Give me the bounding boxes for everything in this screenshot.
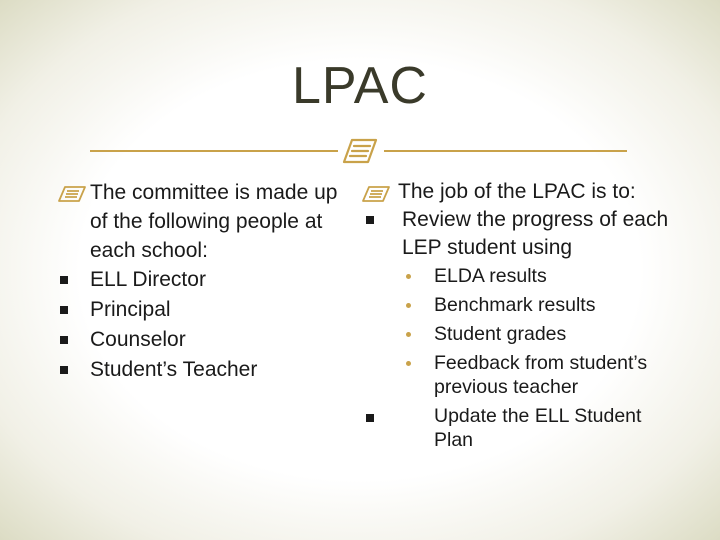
- list-item: [58, 295, 348, 325]
- scroll-divider-icon: [342, 138, 382, 164]
- scroll-bullet-icon: [58, 186, 86, 202]
- slide-title: LPAC: [292, 57, 428, 115]
- list-item-label: ELL Director: [90, 268, 206, 291]
- square-bullet-icon: [60, 336, 68, 344]
- list-item: [58, 325, 348, 355]
- sub-list-item-label: Student grades: [434, 323, 567, 345]
- right-column: [362, 178, 682, 452]
- update-label: Update the ELL Student Plan: [434, 405, 642, 451]
- square-bullet-icon: [366, 216, 374, 224]
- sub-list-item: [362, 293, 682, 317]
- title-rule-left: [90, 150, 338, 152]
- sub-list-item: [362, 351, 682, 399]
- list-item-label: Principal: [90, 298, 171, 321]
- square-bullet-icon: [366, 414, 374, 422]
- sub-list-item: [362, 322, 682, 346]
- square-bullet-icon: [60, 276, 68, 284]
- scroll-bullet-icon: [362, 186, 390, 202]
- dot-bullet-icon: [406, 274, 411, 279]
- dot-bullet-icon: [406, 332, 411, 337]
- square-bullet-icon: [60, 366, 68, 374]
- right-lead-item: [362, 178, 682, 206]
- sub-list-item-label: Benchmark results: [434, 294, 596, 316]
- list-item: [58, 265, 348, 295]
- left-lead-item: [58, 178, 348, 265]
- update-item: [362, 404, 682, 452]
- left-lead-text: The committee is made up of the following people at each school:: [90, 181, 338, 262]
- review-item: [362, 206, 682, 262]
- dot-bullet-icon: [406, 361, 411, 366]
- square-bullet-icon: [60, 306, 68, 314]
- left-column: [58, 178, 348, 385]
- sub-list-item: [362, 264, 682, 288]
- list-item-label: Counselor: [90, 328, 186, 351]
- right-lead-text: The job of the LPAC is to:: [398, 180, 636, 203]
- dot-bullet-icon: [406, 303, 411, 308]
- sub-list: [362, 264, 682, 452]
- list-item-label: Student’s Teacher: [90, 358, 258, 381]
- sub-list-item-label: ELDA results: [434, 265, 547, 287]
- title-rule-right: [384, 150, 627, 152]
- review-label: Review the progress of each LEP student using: [402, 208, 669, 259]
- list-item: [58, 355, 348, 385]
- sub-list-item-label: Feedback from student’s previous teacher: [434, 352, 648, 398]
